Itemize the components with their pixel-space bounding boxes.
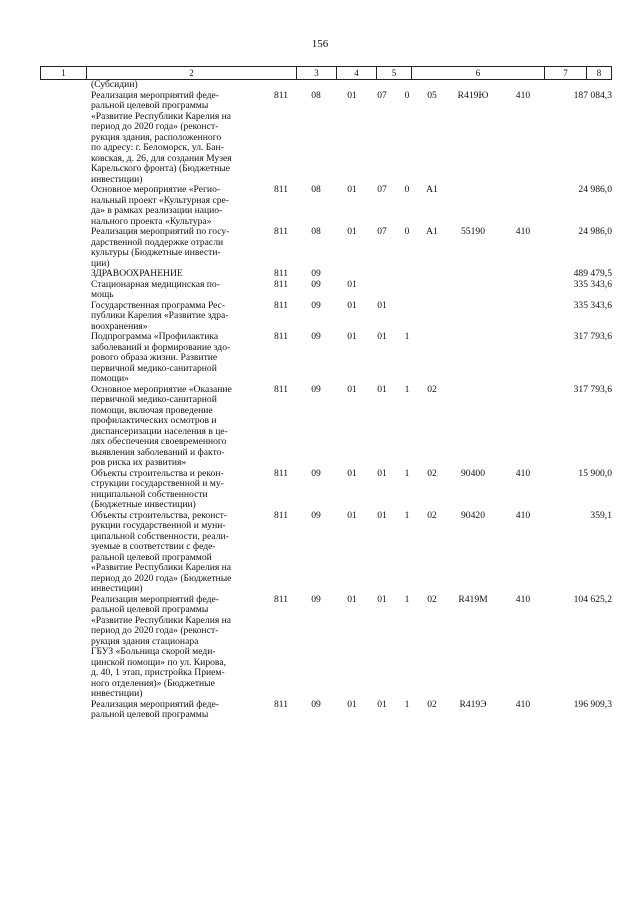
row-direction-code: R419Ю (457, 89, 489, 101)
row-section-code: 09 (311, 278, 321, 290)
row-ministry-code: 811 (273, 268, 289, 279)
row-name: Реализация мероприятий феде- ральной целевой программы «Развитие Республики Карелия на период до 2020 года» (реконст- рукция здания, расположенного по адресу: г. Беломорск, ул. Бан- ковская, д. 26, для создания Музея Карельского фронта) (Бюджетные инвестиции) (91, 89, 232, 185)
row-name: Реализация мероприятий феде- ральной целевой программы «Развитие Республики Карелия на период до 2020 года» (реконст- рукция здания стационара ГБУЗ «Больница скорой меди- цинской помощи» по ул. Кирова, д. 40, 1 этап, пристройка Прием- ного отделения)» (Бюджетные инвестиции) (91, 593, 232, 699)
row-event-code: 02 (427, 467, 437, 479)
row-direction-code: R419Э (459, 698, 487, 710)
row-event-code: 02 (427, 383, 437, 395)
row-section-code: 08 (311, 184, 321, 195)
row-subprogram-code: 0 (404, 89, 410, 101)
row-program-code: 07 (377, 226, 387, 237)
row-name: ЗДРАВООХРАНЕНИЕ (91, 268, 183, 279)
row-subsection-code: 01 (347, 698, 357, 710)
row-name: Основное мероприятие «Регио- нальный проект «Культурная сре- да» в рамках реализации нацио- нального проекта «Культура» (91, 184, 229, 227)
table-row (0, 511, 640, 595)
row-expense-type: 410 (515, 509, 531, 521)
header-cell-6: 6 (411, 67, 544, 79)
row-name: (Субсидии) (91, 79, 138, 90)
row-ministry-code: 811 (273, 299, 289, 311)
row-section-code: 09 (311, 268, 321, 279)
row-amount: 335 343,6 (573, 278, 612, 290)
row-direction-code: 90400 (461, 467, 485, 479)
row-subsection-code: 01 (347, 467, 357, 479)
table-row (0, 269, 640, 280)
table-row (0, 469, 640, 511)
row-section-code: 09 (311, 593, 321, 605)
header-cell-8: 8 (586, 67, 611, 79)
row-subsection-code: 01 (347, 593, 357, 605)
row-ministry-code: 811 (273, 184, 289, 195)
row-event-code: 02 (427, 698, 437, 710)
row-name: Подпрограмма «Профилактика заболеваний и формирование здо- рового образа жизни. Развитие первичной медико-санитарной помощи» (91, 331, 231, 384)
row-ministry-code: 811 (273, 331, 289, 342)
row-section-code: 09 (311, 467, 321, 479)
row-program-code: 07 (377, 89, 387, 101)
table-row (0, 80, 640, 91)
header-cell-5: 5 (376, 67, 411, 79)
row-subprogram-code: 1 (404, 331, 410, 342)
table-row (0, 227, 640, 269)
row-event-code: A1 (426, 184, 438, 195)
row-ministry-code: 811 (273, 383, 289, 395)
row-name: Стационарная медицинская по- мощь (91, 278, 220, 300)
row-event-code: A1 (426, 226, 438, 237)
row-direction-code: 90420 (461, 509, 485, 521)
header-cell-7: 7 (544, 67, 586, 79)
row-amount: 187 084,3 (573, 89, 612, 101)
row-subprogram-code: 0 (404, 226, 410, 237)
row-subsection-code: 01 (347, 278, 357, 290)
row-name: Реализация мероприятий по госу- дарственной поддержке отрасли культуры (Бюджетные инвести- ции) (91, 226, 230, 269)
row-section-code: 09 (311, 299, 321, 311)
row-section-code: 08 (311, 226, 321, 237)
row-event-code: 05 (427, 89, 437, 101)
row-program-code: 01 (377, 299, 387, 311)
row-program-code: 01 (377, 509, 387, 521)
row-subsection-code: 01 (347, 184, 357, 195)
row-subsection-code: 01 (347, 226, 357, 237)
row-subprogram-code: 1 (404, 698, 410, 710)
row-subprogram-code: 1 (404, 593, 410, 605)
row-name: Реализация мероприятий феде- ральной целевой программы (91, 698, 219, 720)
header-cell-3: 3 (296, 67, 336, 79)
row-expense-type: 410 (515, 698, 531, 710)
row-amount: 24 986,0 (578, 226, 612, 237)
row-amount: 317 793,6 (573, 331, 612, 342)
row-ministry-code: 811 (273, 593, 289, 605)
row-ministry-code: 811 (273, 226, 289, 237)
row-program-code: 01 (377, 593, 387, 605)
row-subprogram-code: 1 (404, 509, 410, 521)
row-name: Основное мероприятие «Оказание первичной медико-санитарной помощи, включая проведение профилактических осмотров и диспансеризации населения в це- лях обеспечения своевременного выявления заболеваний и факто- ров риска их развития» (91, 383, 232, 468)
table-row (0, 595, 640, 700)
table-row (0, 301, 640, 333)
row-expense-type: 410 (515, 89, 531, 101)
row-expense-type: 410 (515, 593, 531, 605)
row-section-code: 08 (311, 89, 321, 101)
header-cell-1: 1 (61, 68, 66, 78)
table-row (0, 280, 640, 301)
row-section-code: 09 (311, 698, 321, 710)
row-name: Государственная программа Рес- публики Карелия «Развитие здра- воохранения» (91, 299, 229, 332)
page-number: 156 (311, 38, 329, 50)
table-body (0, 80, 640, 721)
row-ministry-code: 811 (273, 278, 289, 290)
row-event-code: 02 (427, 509, 437, 521)
table-row (0, 332, 640, 385)
header-cell-2: 2 (86, 67, 296, 79)
row-ministry-code: 811 (273, 467, 289, 479)
row-ministry-code: 811 (273, 698, 289, 710)
row-program-code: 01 (377, 467, 387, 479)
row-subsection-code: 01 (347, 299, 357, 311)
table-row (0, 91, 640, 186)
row-subprogram-code: 1 (404, 467, 410, 479)
table-row (0, 185, 640, 227)
row-amount: 335 343,6 (573, 299, 612, 311)
row-amount: 104 625,2 (573, 593, 612, 605)
row-section-code: 09 (311, 509, 321, 521)
row-subsection-code: 01 (347, 383, 357, 395)
row-subprogram-code: 0 (404, 184, 410, 195)
row-subsection-code: 01 (347, 509, 357, 521)
row-program-code: 07 (377, 184, 387, 195)
row-ministry-code: 811 (273, 89, 289, 101)
row-amount: 15 900,0 (578, 467, 612, 479)
row-subsection-code: 01 (347, 331, 357, 342)
row-program-code: 01 (377, 383, 387, 395)
row-amount: 359,1 (590, 509, 612, 521)
row-amount: 317 793,6 (573, 383, 612, 395)
row-subprogram-code: 1 (404, 383, 410, 395)
row-expense-type: 410 (515, 226, 531, 237)
row-section-code: 09 (311, 383, 321, 395)
row-program-code: 01 (377, 331, 387, 342)
row-direction-code: 55190 (461, 226, 485, 237)
row-event-code: 02 (427, 593, 437, 605)
row-amount: 489 479,5 (573, 268, 612, 279)
table-row (0, 385, 640, 469)
table-header (40, 66, 612, 80)
row-subsection-code: 01 (347, 89, 357, 101)
row-name: Объекты строительства, реконст- рукции государственной и муни- ципальной собственности, реали- зуемые в соответствии с феде- ральной целевой программой «Развитие Республики Карелия на период до 2020 года» (Бюджетные инвестиции) (91, 509, 232, 594)
row-name: Объекты строительства и рекон- струкции государственной и му- ниципальной собственности (Бюджетные инвестиции) (91, 467, 224, 510)
row-amount: 196 909,3 (573, 698, 612, 710)
row-expense-type: 410 (515, 467, 531, 479)
header-cell-4: 4 (336, 67, 376, 79)
row-amount: 24 986,0 (578, 184, 612, 195)
table-row (0, 700, 640, 721)
row-ministry-code: 811 (273, 509, 289, 521)
row-direction-code: R419M (458, 593, 488, 605)
row-program-code: 01 (377, 698, 387, 710)
row-section-code: 09 (311, 331, 321, 342)
